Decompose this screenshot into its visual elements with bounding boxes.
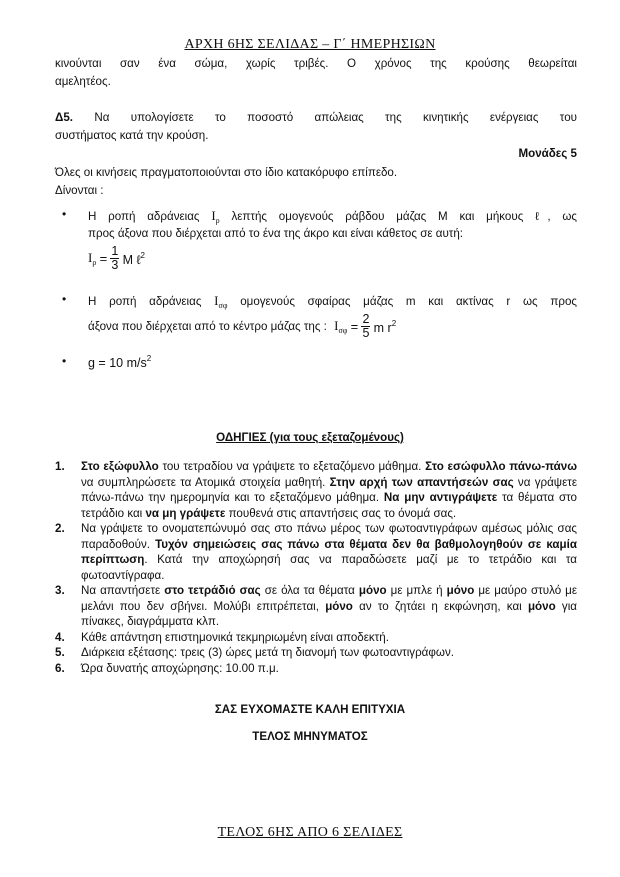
- emphasis: μόνο: [527, 599, 556, 613]
- instruction-number: 4.: [55, 630, 65, 644]
- instruction-number: 3.: [55, 584, 65, 597]
- emphasis: Τυχόν σημειώσεις σας πάνω στα θέματα δεν θα βαθμολογηθούν σε καμία περίπτωση: [81, 537, 577, 566]
- sphere-symbol: I: [214, 293, 219, 308]
- end-message: ΤΕΛΟΣ ΜΗΝΥΜΑΤΟΣ: [252, 730, 368, 743]
- rod-post-text: λεπτής ομογενούς ράβδου μάζας M και μήκους ℓ, ως: [231, 210, 577, 223]
- sphere-post-text: ομογενούς σφαίρας μάζας m και ακτίνας r ως προς: [240, 295, 577, 308]
- gravity-value: [88, 354, 151, 370]
- bullet-dot: •: [62, 207, 67, 221]
- emphasis: μόνο: [358, 584, 387, 597]
- rod-inertia-symbol: [211, 208, 219, 223]
- question-line-1: [55, 111, 577, 124]
- rod-frac-num: 1: [111, 244, 119, 258]
- page-header: [0, 37, 620, 53]
- emphasis: να μη γράψετε: [145, 506, 226, 520]
- page-footer: [0, 825, 620, 841]
- gravity-sup: 2: [146, 354, 152, 363]
- rod-eq-sign: =: [99, 251, 108, 266]
- rod-line-1: [88, 208, 577, 225]
- emphasis: μόνο: [446, 584, 475, 597]
- sphere-symbol-sub: σφ: [218, 301, 228, 310]
- intro-line-1: κινούνται σαν ένα σώμα, χωρίς τριβές. Ο χρόνος της κρούσης θεωρείται: [55, 57, 577, 70]
- question-text-1: Να υπολογίσετε το ποσοστό απώλειας της κινητικής ενέργειας του: [94, 111, 577, 124]
- sphere-eq-rhs-text: m r: [373, 320, 392, 335]
- instruction-text: [81, 459, 577, 521]
- sphere-inertia-symbol: [214, 293, 227, 308]
- gravity-text: g = 10 m/s: [88, 356, 147, 370]
- sphere-frac-num: 2: [362, 312, 370, 326]
- bullet-dot: •: [62, 292, 67, 306]
- closing-wish: ΣΑΣ ΕΥΧΟΜΑΣΤΕ ΚΑΛΗ ΕΠΙΤΥΧΙΑ: [214, 703, 406, 716]
- instruction-text: Κάθε απάντηση επιστημονικά τεκμηριωμένη είναι αποδεκτή.: [81, 630, 389, 644]
- text: του τετραδίου να γράψετε το εξεταζόμενο μάθημα.: [158, 460, 426, 473]
- page-footer-text: ΤΕΛΟΣ 6ΗΣ ΑΠΟ 6 ΣΕΛΙΔΕΣ: [217, 825, 403, 840]
- instruction-text: Διάρκεια εξέτασης: τρεις (3) ώρες μετά τη διανομή των φωτοαντιγράφων.: [81, 646, 454, 659]
- text: να γράψετε πάνω-πάνω την ημερομηνία και το εξεταζόμενο μάθημα.: [81, 475, 577, 504]
- instructions-list: [55, 459, 577, 676]
- rod-pre-text: Η ροπή αδράνειας: [88, 210, 200, 223]
- question-label: Δ5.: [55, 111, 74, 124]
- intro-line-2: αμελητέος.: [55, 75, 111, 88]
- instruction-number: 6.: [55, 661, 65, 675]
- sphere-fraction: [361, 313, 370, 340]
- sphere-line-1: [88, 293, 577, 310]
- sphere-line-2: [88, 313, 396, 340]
- emphasis: στο τετράδιό σας: [164, 584, 261, 597]
- instruction-item: [55, 630, 577, 646]
- rod-eq-lhs-symbol: I: [88, 250, 93, 265]
- text: αν το ζητάει η εκφώνηση, και: [352, 599, 528, 613]
- instruction-number: 2.: [55, 522, 65, 535]
- text: Να απαντήσετε: [81, 584, 165, 597]
- question-line-2: συστήματος κατά την κρούση.: [55, 129, 209, 142]
- sphere-eq-sign: =: [350, 319, 359, 334]
- sphere-eq-lhs: [334, 318, 347, 333]
- rod-eq-rhs: [122, 250, 145, 267]
- text: τα θέματα στο τετράδιο και: [81, 491, 577, 520]
- rod-symbol: I: [211, 208, 216, 223]
- sphere-eq-lhs-symbol: I: [334, 318, 339, 333]
- text: με μαύρο στυλό με μελάνι που δεν σβήνει. Μολύβι επιτρέπεται,: [81, 584, 578, 613]
- text: για πίνακες, διαγράμματα κλπ.: [81, 599, 577, 628]
- instruction-text: [81, 583, 577, 630]
- bullet-dot: •: [62, 354, 67, 368]
- page-header-text: ΑΡΧΗ 6ΗΣ ΣΕΛΙΔΑΣ – Γ΄ ΗΜΕΡΗΣΙΩΝ: [184, 37, 436, 52]
- rod-eq-lhs: [88, 250, 96, 265]
- instruction-number: 1.: [55, 460, 65, 473]
- emphasis: Στο εσώφυλλο πάνω-πάνω: [425, 460, 577, 473]
- instruction-item: [55, 661, 577, 677]
- instruction-item: [55, 645, 577, 661]
- sphere-eq-lhs-sub: σφ: [338, 326, 348, 335]
- rod-eq-rhs-text: M ℓ: [122, 252, 141, 267]
- emphasis: μόνο: [325, 599, 353, 613]
- sphere-line-2-text: άξονα που διέρχεται από το κέντρο μάζας της :: [88, 320, 327, 333]
- text: με μπλε ή: [386, 584, 447, 597]
- rod-fraction: [110, 245, 119, 272]
- text: πουθενά στις απαντήσεις σας το όνομά σας.: [225, 506, 457, 520]
- instruction-item: [55, 521, 577, 583]
- sphere-eq-rhs: [373, 318, 397, 335]
- rod-symbol-sub: ρ: [215, 216, 220, 225]
- emphasis: Στην αρχή των απαντήσεών σας: [329, 475, 514, 489]
- emphasis: Στο εξώφυλλο: [81, 460, 159, 473]
- rod-eq-lhs-sub: ρ: [92, 258, 97, 267]
- sphere-eq-rhs-sup: 2: [391, 318, 397, 328]
- emphasis: Να μην αντιγράψετε: [383, 491, 498, 504]
- text: Να γράψετε το ονοματεπώνυμό σας στο πάνω μέρος των φωτοαντιγράφων αμέσως μόλις σας παραδοθούν.: [81, 522, 577, 551]
- given-label: Δίνονται :: [55, 184, 104, 197]
- instructions-title: ΟΔΗΓΙΕΣ (για τους εξεταζομένους): [216, 431, 404, 444]
- question-points: Μονάδες 5: [518, 147, 577, 160]
- instruction-number: 5.: [55, 646, 65, 659]
- rod-equation: [88, 245, 145, 272]
- text: . Κατά την αποχώρησή σας να παραδώσετε μαζί με το τετράδιο και τα φωτοαντίγραφα.: [81, 553, 577, 582]
- instruction-text: [81, 521, 577, 583]
- rod-line-2: προς άξονα που διέρχεται από το ένα της άκρο και είναι κάθετος σε αυτή:: [88, 227, 464, 240]
- text: να συμπληρώσετε τα Ατομικά στοιχεία μαθητή.: [81, 475, 330, 489]
- sphere-frac-den: 5: [362, 326, 370, 340]
- rod-eq-rhs-sup: 2: [140, 250, 145, 260]
- motion-note: Όλες οι κινήσεις πραγματοποιούνται στο ίδιο κατακόρυφο επίπεδο.: [55, 166, 398, 179]
- instruction-text: Ώρα δυνατής αποχώρησης: 10.00 π.μ.: [81, 661, 279, 675]
- text: σε όλα τα θέματα: [260, 584, 359, 597]
- rod-frac-den: 3: [111, 258, 119, 272]
- instruction-item: [55, 459, 577, 521]
- sphere-pre-text: Η ροπή αδράνειας: [88, 295, 202, 308]
- instruction-item: [55, 583, 577, 630]
